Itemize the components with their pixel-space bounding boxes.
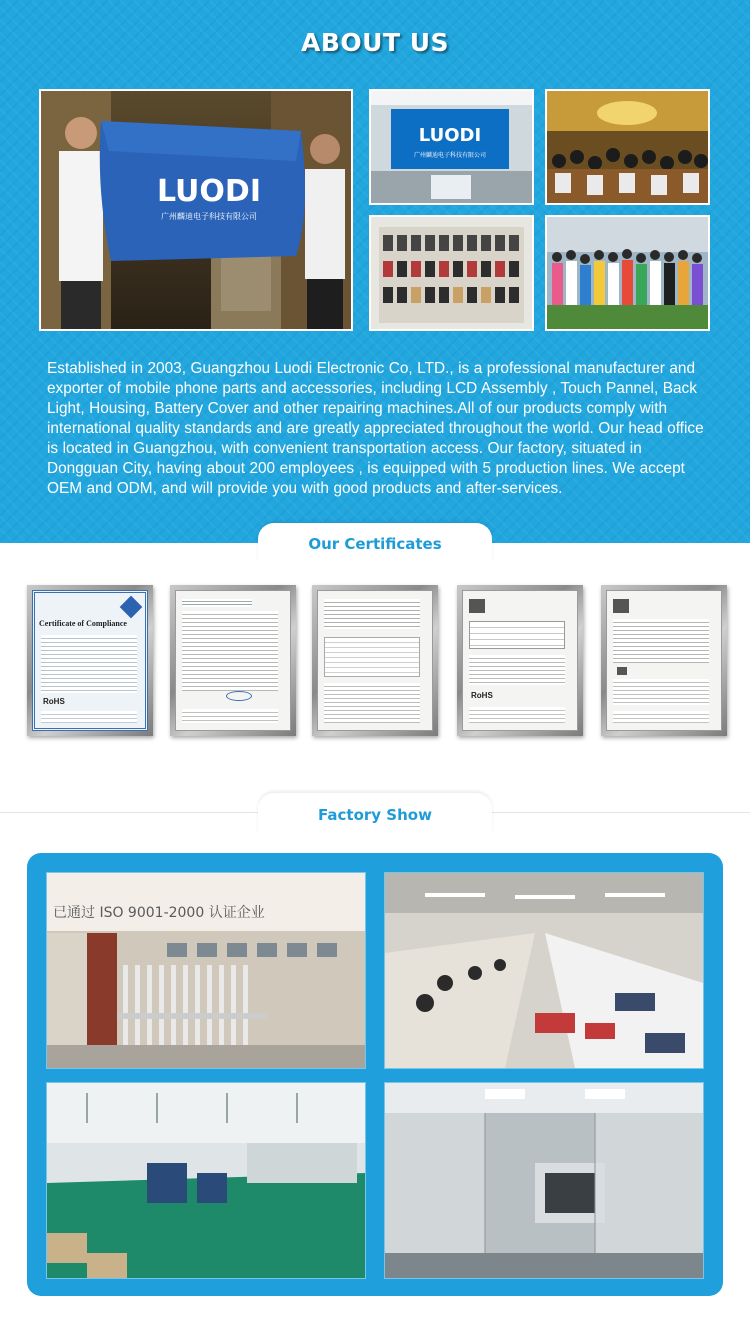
production-line-photo — [384, 872, 704, 1069]
flag-logo-text: LUODI — [157, 174, 261, 209]
factory-title: Factory Show — [318, 806, 432, 824]
stage-subtext: 广州麟迪电子科技有限公司 — [413, 152, 487, 159]
stage-logo-text: LUODI — [418, 125, 482, 146]
team-outdoor-photo — [545, 215, 710, 331]
cleanroom-photo — [384, 1082, 704, 1279]
about-title: ABOUT US — [300, 28, 450, 57]
team-flag-photo — [39, 89, 353, 331]
showroom-photo — [369, 215, 534, 331]
about-paragraph: Established in 2003, Guangzhou Luodi Electronic Co, LTD., is a professional manufacturer and exporter of mobile phone parts and accessories, including LCD Assembly , Touch Pannel, Back Light, Housing, Battery Cover and other repairing machines.All of our products comply with international quality standards and are greatly appreciated throughout the world. Our head office is located in Guangzhou, with convenient transportation access. Our factory, situated in Dongguan City, having about 200 employees , is equipped with 5 production lines. We accept OEM and ODM, and will provide you with good products and after-services. — [47, 360, 704, 497]
factory-panel — [27, 853, 723, 1296]
rohs-mark: RoHS — [43, 697, 65, 706]
cert-logo-icon — [120, 596, 143, 619]
lobby-logo-photo — [369, 89, 534, 205]
rohs-mark: RoHS — [471, 691, 493, 700]
conference-photo — [545, 89, 710, 205]
gate-sign: 已通过 ISO 9001-2000 认证企业 — [53, 905, 265, 921]
workshop-photo — [46, 1082, 366, 1279]
certificate-3[interactable] — [312, 585, 438, 736]
certificate-5[interactable] — [601, 585, 727, 736]
cert-logo-icon — [469, 599, 485, 613]
cert-logo-icon — [613, 599, 629, 613]
certificate-1[interactable] — [27, 585, 153, 736]
factory-gate-photo — [46, 872, 366, 1069]
certificate-heading: Certificate of Compliance — [39, 619, 127, 628]
certificates-title: Our Certificates — [308, 535, 442, 553]
certificate-4[interactable] — [457, 585, 583, 736]
certificate-2[interactable] — [170, 585, 296, 736]
flag-subtext: 广州麟迪电子科技有限公司 — [161, 212, 257, 221]
about-section — [0, 0, 750, 543]
